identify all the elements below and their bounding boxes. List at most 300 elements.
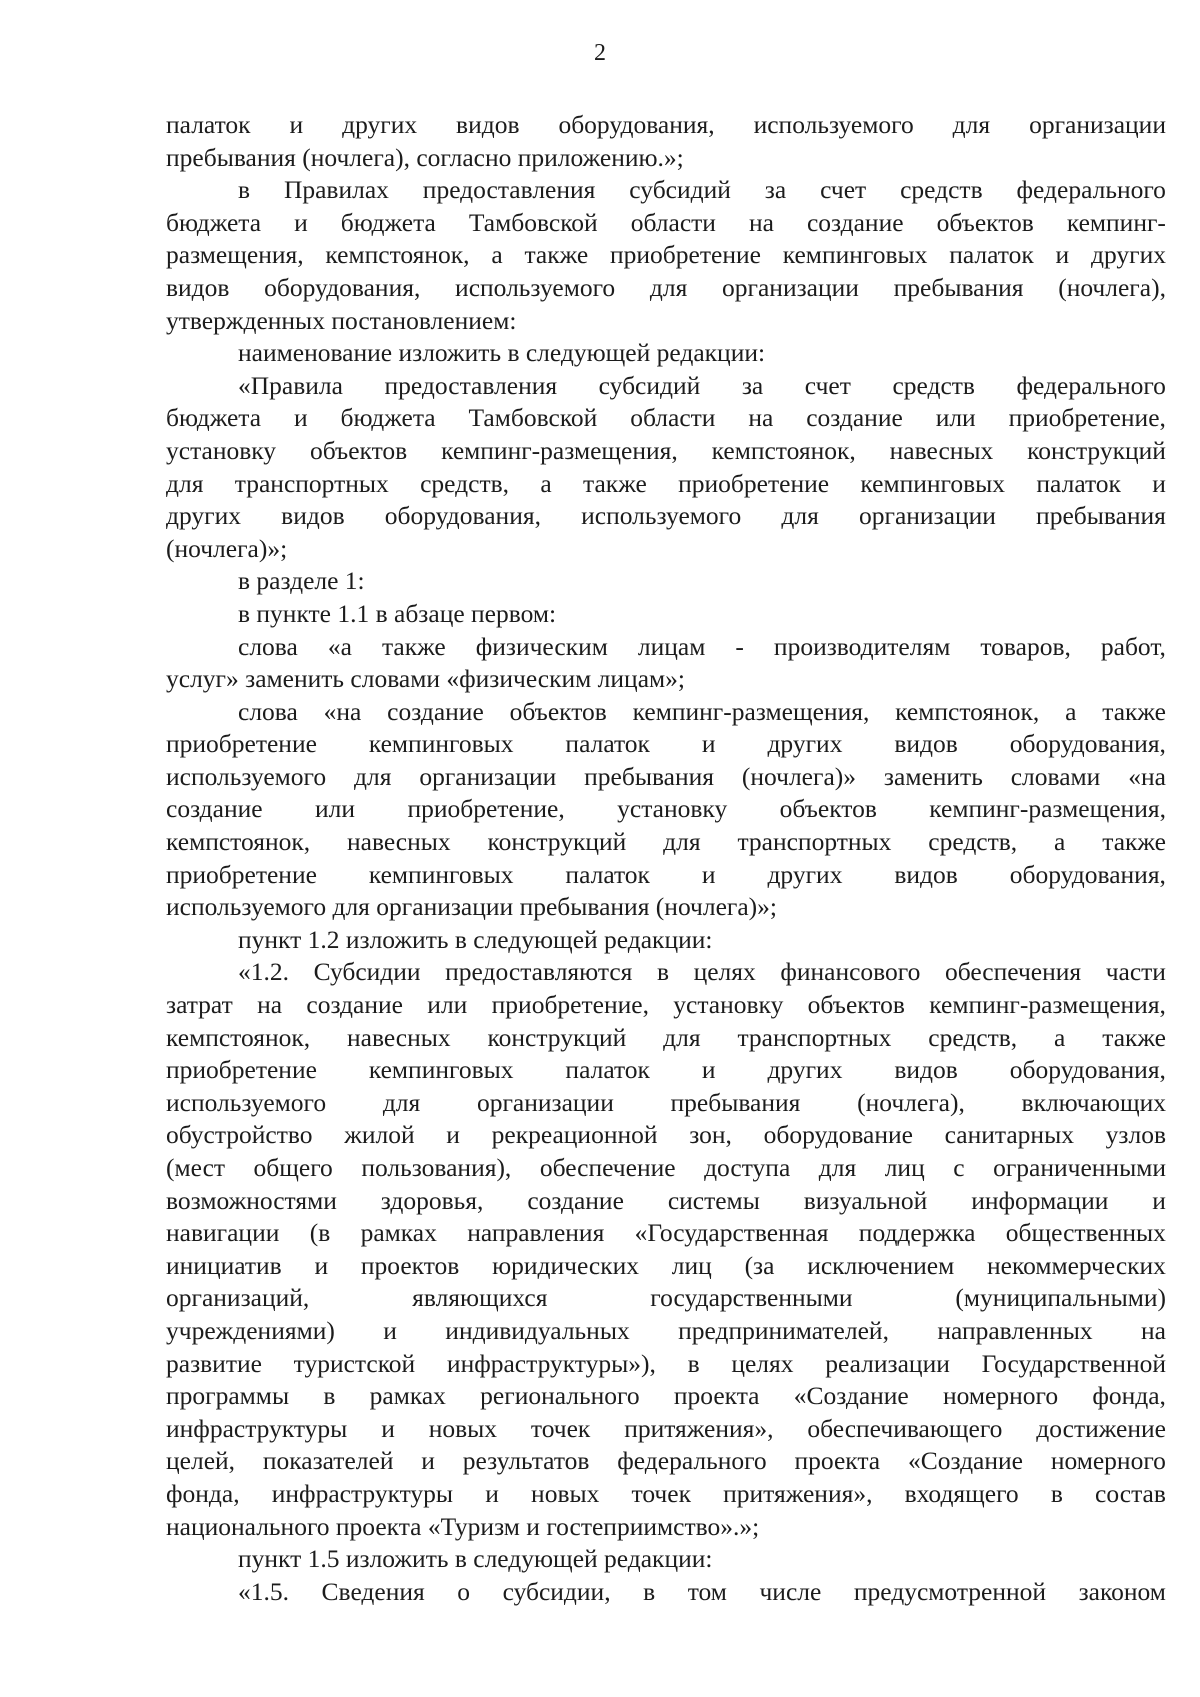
word: рамках (369, 1381, 446, 1411)
word: для (952, 110, 991, 139)
word: и (1055, 240, 1070, 270)
word: других (767, 1055, 843, 1085)
word: федерального (1016, 175, 1166, 205)
word: используемого (166, 761, 327, 791)
word: в (323, 1381, 336, 1411)
word: пребывания (584, 761, 715, 791)
word: фонда, (1092, 1381, 1166, 1411)
word: палаток (166, 110, 251, 139)
word: счет (804, 370, 851, 400)
word: направленных (937, 1315, 1093, 1345)
word: на (257, 990, 283, 1020)
word: товаров, (980, 631, 1071, 661)
word: области (630, 403, 716, 433)
word: возможностями (166, 1185, 337, 1215)
word: оборудования, (1009, 1055, 1166, 1085)
word: объектов (779, 794, 877, 824)
word: конструкций (487, 827, 627, 857)
word: объектов (936, 207, 1034, 237)
word: или (935, 403, 976, 433)
word: слова (238, 631, 298, 661)
word: лиц (884, 1153, 925, 1182)
word: (ночлега), (857, 1087, 965, 1117)
word: некоммерческих (987, 1250, 1166, 1280)
word: и (1152, 1185, 1166, 1215)
word: в (238, 175, 251, 205)
word: организации (858, 501, 996, 531)
word: фонда, (166, 1478, 240, 1508)
word: размещения, (166, 240, 304, 270)
word: других (166, 501, 241, 531)
word: объектов (509, 696, 607, 726)
word: заменить (883, 761, 983, 791)
word: для (382, 1087, 421, 1117)
text-line (166, 728, 1166, 761)
word: бюджета (166, 403, 262, 433)
word: также (524, 240, 589, 270)
word: организации (1029, 110, 1166, 139)
text-line: в разделе 1: (238, 566, 365, 596)
word: направления (467, 1218, 605, 1248)
word: целей, (166, 1446, 236, 1476)
word: кемпстоянок, (166, 1022, 311, 1052)
word: информации (971, 1185, 1109, 1215)
word: а (1065, 696, 1077, 726)
word: для (663, 1022, 701, 1052)
word: кемпинговых (368, 859, 514, 889)
word: за (741, 370, 764, 400)
word: государственными (650, 1283, 853, 1313)
word: средств, (928, 1022, 1018, 1052)
word: состав (1095, 1478, 1166, 1508)
text-line: наименование изложить в следующей редакции: (238, 338, 766, 368)
word: инфраструктуры»), (446, 1348, 656, 1378)
word: работ, (1100, 631, 1166, 661)
text-line: пребывания (ночлега), согласно приложению.»; (166, 142, 684, 172)
word: Тамбовской (468, 207, 598, 237)
word: палаток (565, 859, 650, 889)
text-line (166, 1054, 1166, 1087)
word: области (630, 207, 716, 237)
word: точек (530, 1413, 591, 1443)
text-line (166, 1315, 1166, 1348)
word: юридических (492, 1250, 640, 1280)
word: Сведения (321, 1576, 425, 1606)
word: приобретение (610, 240, 761, 270)
word: приобретение, (407, 794, 565, 824)
word: лиц (671, 1250, 712, 1280)
text-line (166, 1022, 1166, 1055)
word: используемого (753, 110, 914, 139)
word: поддержка (858, 1218, 976, 1248)
word: части (1105, 957, 1166, 987)
word: оборудования, (558, 110, 715, 139)
word: оборудование (763, 1120, 913, 1150)
word: включающих (1021, 1087, 1166, 1117)
text-line (166, 956, 1166, 989)
text-line (166, 1445, 1166, 1478)
word: навесных (889, 435, 994, 465)
word: и (289, 110, 304, 139)
word: организации (419, 761, 557, 791)
text-line: (ночлега)»; (166, 533, 288, 563)
word: приобретение (678, 468, 830, 498)
word: предоставления (384, 370, 558, 400)
word: новых (428, 1413, 498, 1443)
word: (муниципальными) (955, 1283, 1166, 1313)
word: и (293, 403, 308, 433)
word: приобретение (166, 729, 317, 759)
text-line (166, 989, 1166, 1022)
word: предусмотренной (853, 1576, 1047, 1606)
text-line (166, 1348, 1166, 1381)
word: финансового (780, 957, 921, 987)
word: «на (1128, 761, 1166, 791)
word: создание (166, 794, 263, 824)
word: бюджета (166, 207, 262, 237)
word: для (663, 827, 701, 857)
text-line (166, 500, 1166, 533)
word: субсидий (629, 175, 731, 205)
word: и (701, 859, 716, 889)
text-line (166, 174, 1166, 207)
word: и (294, 207, 308, 237)
word: слова (238, 696, 298, 726)
word: организации (722, 272, 859, 302)
word: зон, (689, 1120, 732, 1150)
text-line: в пункте 1.1 в абзаце первом: (238, 598, 557, 628)
word: навигации (166, 1218, 280, 1248)
word: пребывания (1036, 501, 1166, 531)
word: и (701, 1055, 716, 1085)
word: «1.5. (238, 1576, 289, 1606)
word: организаций, (166, 1283, 310, 1313)
word: видов (894, 729, 958, 759)
word: на (748, 403, 774, 433)
word: здоровья, (380, 1185, 484, 1215)
word: номерного (1050, 1446, 1166, 1476)
word: и (421, 1446, 435, 1476)
word: организации (476, 1087, 614, 1117)
word: и (314, 1250, 329, 1280)
word: других (767, 729, 843, 759)
word: словами (1010, 761, 1101, 791)
text-line (166, 435, 1166, 468)
word: системы (667, 1185, 760, 1215)
word: обеспечивающего (807, 1413, 1003, 1443)
text-line: услуг» заменить словами «физическим лицам»; (166, 664, 685, 694)
word: оборудования, (264, 272, 421, 302)
text-line (166, 859, 1166, 892)
word: также (1102, 827, 1166, 857)
text-line (166, 1185, 1166, 1218)
text-line (166, 1217, 1166, 1250)
word: «Создание (793, 1381, 909, 1411)
word: также (583, 468, 647, 498)
word: используемого (455, 272, 616, 302)
word: также (1102, 696, 1166, 726)
word: рекреационной (491, 1120, 658, 1150)
text-line (166, 1282, 1166, 1315)
word: конструкций (1027, 435, 1166, 465)
word: о (457, 1576, 471, 1606)
word: для (649, 272, 688, 302)
word: других (767, 859, 843, 889)
text-line: национального проекта «Туризм и гостеприимство».»; (166, 1511, 760, 1541)
word: и (381, 1413, 395, 1443)
word: (в (309, 1218, 331, 1248)
word: и (446, 1120, 460, 1150)
word: инициатив (166, 1250, 282, 1280)
word: регионального (480, 1381, 640, 1411)
word: в (1050, 1478, 1063, 1508)
word: кемпстоянок, (711, 435, 856, 465)
word: входящего (904, 1478, 1019, 1508)
word: кемпинг-размещения, (632, 696, 870, 726)
word: объектов (309, 435, 408, 465)
text-line (166, 109, 1166, 142)
word: для (781, 501, 819, 531)
word: используемого (166, 1087, 327, 1117)
text-line (166, 1478, 1166, 1511)
word: кемпинговых (782, 240, 928, 270)
word: жилой (344, 1120, 415, 1150)
word: используемого (581, 501, 742, 531)
word: счет (820, 175, 867, 205)
word: общего (253, 1153, 333, 1182)
word: оборудования, (1009, 729, 1166, 759)
word: учреждениями) (166, 1315, 335, 1345)
word: видов (456, 110, 520, 139)
word: приобретение, (1008, 403, 1166, 433)
text-line (166, 207, 1166, 240)
word: целях (693, 957, 756, 987)
word: реализации (825, 1348, 950, 1378)
word: Тамбовской (468, 403, 598, 433)
word: других (1090, 240, 1166, 270)
word: точек (631, 1478, 691, 1508)
word: (за (744, 1250, 775, 1280)
word: развитие (166, 1348, 262, 1378)
word: также (381, 631, 446, 661)
word: видов (166, 272, 230, 302)
word: узлов (1105, 1120, 1166, 1150)
word: кемпинговых (368, 729, 514, 759)
word: «на (323, 696, 362, 726)
word: видов (894, 859, 958, 889)
word: и (485, 1478, 499, 1508)
word: за (764, 175, 787, 205)
word: лицам (637, 631, 706, 661)
word: числе (759, 1576, 822, 1606)
word: том (687, 1576, 727, 1606)
text-line: утвержденных постановлением: (166, 305, 517, 335)
word: приобретение (166, 1055, 317, 1085)
word: видов (281, 501, 345, 531)
word: с (953, 1153, 965, 1182)
word: оборудования, (1009, 859, 1166, 889)
word: общественных (1005, 1218, 1166, 1248)
word: субсидии, (502, 1576, 611, 1606)
word: видов (894, 1055, 958, 1085)
text-line (166, 239, 1166, 272)
word: «Правила (238, 370, 343, 400)
word: или (315, 794, 356, 824)
word: для (818, 1153, 857, 1182)
word: обеспечения (944, 957, 1082, 987)
word: затрат (166, 990, 233, 1020)
word: новых (531, 1478, 600, 1508)
word: притяжения», (624, 1413, 774, 1443)
word: санитарных (944, 1120, 1074, 1150)
word: пребывания (893, 272, 1024, 302)
word: создание (527, 1185, 624, 1215)
document-body (166, 109, 1166, 1608)
word: кемпинг-размещения, (441, 435, 678, 465)
word: средств (892, 370, 975, 400)
word: обеспечение (539, 1153, 676, 1182)
word: пребывания (670, 1087, 801, 1117)
word: номерного (943, 1381, 1059, 1411)
word: результатов (462, 1446, 590, 1476)
word: бюджета (340, 403, 436, 433)
word: индивидуальных (445, 1315, 630, 1345)
word: предоставляются (445, 957, 633, 987)
word: Государственной (981, 1348, 1166, 1378)
text-line (166, 272, 1166, 305)
word: создание (387, 696, 484, 726)
word: пользования), (361, 1153, 512, 1182)
word: визуальной (803, 1185, 928, 1215)
word: притяжения», (723, 1478, 873, 1508)
text-line (166, 1119, 1166, 1152)
word: а (1054, 1022, 1066, 1052)
word: средств, (420, 468, 510, 498)
word: на (748, 207, 774, 237)
word: и (701, 729, 716, 759)
word: «Государственная (634, 1218, 829, 1248)
word: показателей (262, 1446, 394, 1476)
word: транспортных (737, 1022, 892, 1052)
word: бюджета (340, 207, 436, 237)
word: физическим (475, 631, 608, 661)
word: проекта (673, 1381, 760, 1411)
text-line (166, 1413, 1166, 1446)
word: ограниченными (993, 1153, 1166, 1182)
word: а (1054, 827, 1066, 857)
text-line (166, 761, 1166, 794)
word: производителям (773, 631, 951, 661)
word: кемпстоянок, (166, 827, 311, 857)
word: других (342, 110, 418, 139)
word: туристской (293, 1348, 416, 1378)
word: приобретение (166, 859, 317, 889)
text-line (166, 468, 1166, 501)
word: предоставления (422, 175, 596, 205)
word: приобретение, (491, 990, 649, 1020)
word: а (491, 240, 503, 270)
word: Субсидии (313, 957, 421, 987)
word: программы (166, 1381, 290, 1411)
word: кемпстоянок, (895, 696, 1040, 726)
text-line (166, 793, 1166, 826)
word: или (427, 990, 468, 1020)
word: «Создание (907, 1446, 1023, 1476)
word: палаток (949, 240, 1034, 270)
word: кемпстоянок, (325, 240, 470, 270)
text-line (166, 402, 1166, 435)
word: конструкций (487, 1022, 627, 1052)
text-line (166, 826, 1166, 859)
word: установку (166, 435, 277, 465)
word: транспортных (234, 468, 389, 498)
word: навесных (347, 827, 451, 857)
word: также (1102, 1022, 1166, 1052)
word: Правилах (283, 175, 389, 205)
word: федерального (1016, 370, 1166, 400)
word: и (1152, 468, 1166, 498)
text-line (166, 1250, 1166, 1283)
word: законом (1078, 1576, 1166, 1606)
word: проекта (794, 1446, 881, 1476)
word: «1.2. (238, 957, 289, 987)
word: в (643, 1576, 656, 1606)
word: установку (673, 990, 784, 1020)
word: для (354, 761, 392, 791)
word: палаток (1036, 468, 1121, 498)
word: а (540, 468, 552, 498)
word: средств (900, 175, 983, 205)
word: и (383, 1315, 397, 1345)
word: целях (731, 1348, 794, 1378)
word: федерального (617, 1446, 767, 1476)
text-line (166, 1576, 1166, 1609)
word: (ночлега)» (741, 761, 857, 791)
word: на (1141, 1315, 1166, 1345)
word: кемпинговых (368, 1055, 514, 1085)
word: установку (617, 794, 728, 824)
word: создание (806, 403, 903, 433)
word: обустройство (166, 1120, 313, 1150)
word: для (166, 468, 204, 498)
word: палаток (565, 1055, 650, 1085)
text-line: пункт 1.2 изложить в следующей редакции: (238, 924, 713, 954)
word: средств, (928, 827, 1018, 857)
text-line (166, 1087, 1166, 1120)
word: кемпинговых (860, 468, 1006, 498)
word: объектов (807, 990, 905, 1020)
word: «а (327, 631, 352, 661)
word: достижение (1036, 1413, 1166, 1443)
text-line: используемого для организации пребывания (ночлега)»; (166, 892, 778, 922)
word: инфраструктуры (271, 1478, 454, 1508)
text-line: пункт 1.5 изложить в следующей редакции: (238, 1544, 713, 1574)
word: - (735, 631, 744, 661)
word: кемпинг-размещения, (929, 990, 1166, 1020)
word: навесных (347, 1022, 451, 1052)
word: предпринимателей, (678, 1315, 889, 1345)
word: рамках (360, 1218, 437, 1248)
word: доступа (704, 1153, 791, 1182)
page-number: 2 (594, 40, 606, 66)
word: создание (306, 990, 403, 1020)
word: оборудования, (384, 501, 541, 531)
word: кемпинг-размещения, (929, 794, 1166, 824)
word: являющихся (412, 1283, 548, 1313)
word: инфраструктуры (166, 1413, 348, 1443)
word: (мест (166, 1153, 226, 1182)
text-line (166, 631, 1166, 664)
